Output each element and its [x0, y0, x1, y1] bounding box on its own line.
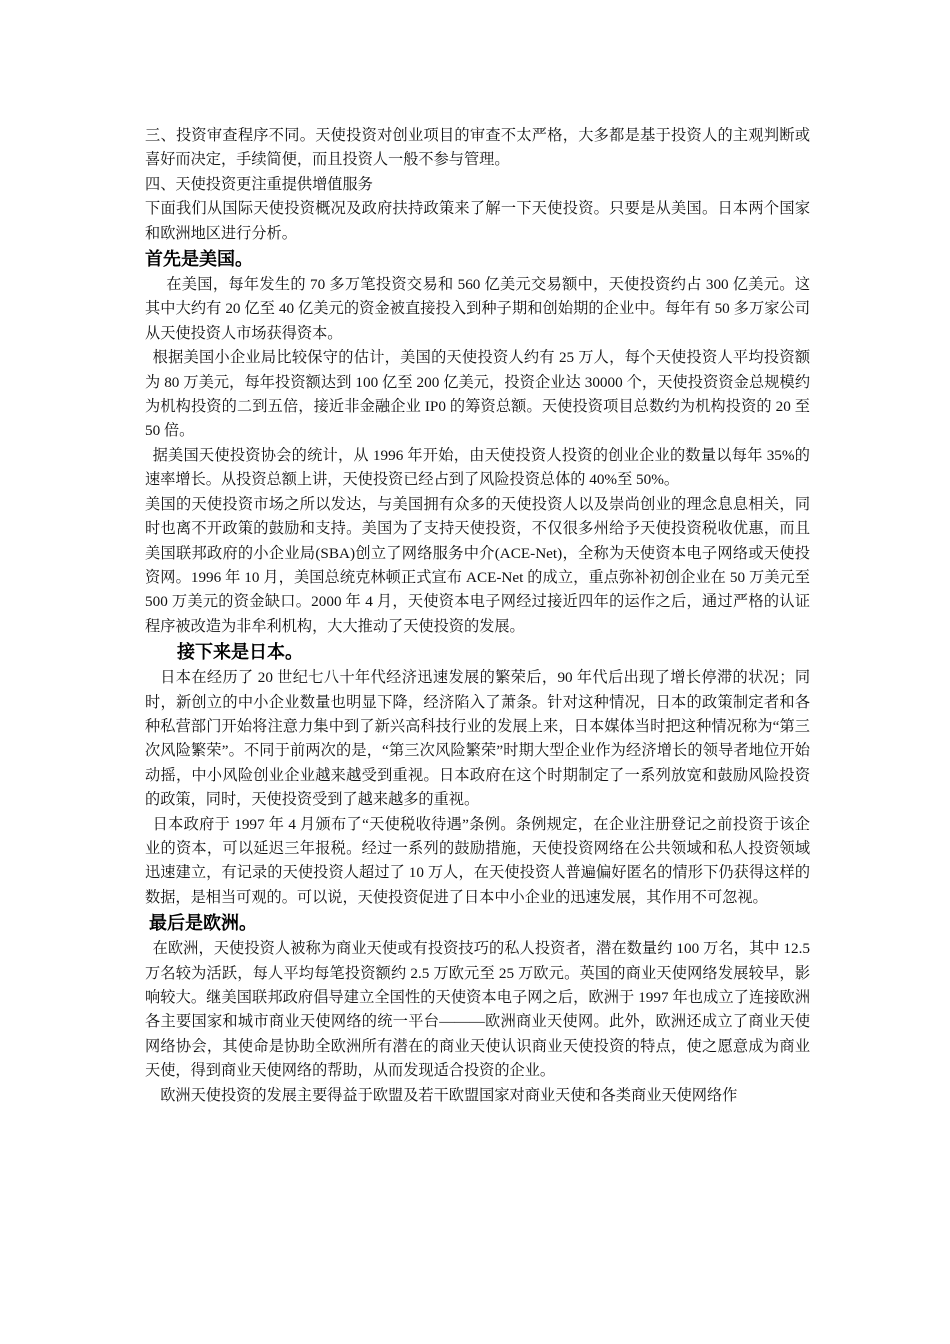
paragraph-review-process: 三、投资审查程序不同。天使投资对创业项目的审查不太严格，大多都是基于投资人的主观判断或喜好而决定，手续简便，而且投资人一般不参与管理。 — [145, 127, 810, 169]
document-body — [145, 124, 810, 1108]
paragraph-us-growth: 据美国天使投资协会的统计，从 1996 年开始，由天使投资人投资的创业企业的数量以每年 35%的速率增长。从投资总额上讲，天使投资已经占到了风险投资总体的 40%至 50%。 — [145, 446, 810, 489]
heading-japan: 接下来是日本。 — [177, 642, 303, 664]
heading-europe: 最后是欧洲。 — [149, 913, 257, 935]
paragraph-europe-development: 欧洲天使投资的发展主要得益于欧盟及若干欧盟国家对商业天使和各类商业天使网络作 — [160, 1086, 738, 1104]
paragraph-japan-tax: 日本政府于 1997 年 4 月颁布了“天使税收待遇”条例。条例规定，在企业注册登记之前投资于该企业的资本，可以延迟三年报税。经过一系列的鼓励措施，天使投资网络在公共领域和私人投资领域迅速建立，有记录的天使投资人超过了 10 万人，在天使投资人普遍偏好匿名的情形下仍获得这样的数据，是相当可观的。可以说，天使投资促进了日本中小企业的迅速发展，其作用不可忽视。 — [145, 815, 810, 906]
heading-united-states: 首先是美国。 — [145, 249, 253, 271]
paragraph-value-added: 四、天使投资更注重提供增值服务 — [145, 175, 373, 193]
paragraph-us-deals: 在美国，每年发生的 70 多万笔投资交易和 560 亿美元交易额中，天使投资约占 300 亿美元。这其中大约有 20 亿至 40 亿美元的资金被直接投入到种子期和创始期的企业中。每年有 50 多万家公司从天使投资人市场获得资本。 — [145, 276, 810, 342]
paragraph-europe-angels: 在欧洲，天使投资人被称为商业天使或有投资技巧的私人投资者，潜在数量约 100 万名，其中 12.5 万名较为活跃，每人平均每笔投资额约 2.5 万欧元至 25 万欧元。英国的商业天使网络发展较早，影响较大。继美国联邦政府倡导建立全国性的天使资本电子网之后，欧洲于 1997 年也成立了连接欧洲各主要国家和城市商业天使网络的统一平台———欧洲商业天使网。此外，欧洲还成立了商业天使网络协会，其使命是协助全欧洲所有潜在的商业天使认识商业天使投资的特点，使之愿意成为商业天使，得到商业天使网络的帮助，从而发现适合投资的企业。 — [145, 940, 810, 1080]
paragraph-us-estimate: 根据美国小企业局比较保守的估计，美国的天使投资人约有 25 万人，每个天使投资人平均投资额为 80 万美元，每年投资额达到 100 亿至 200 亿美元，投资企业达 30000 个，天使投资资金总规模约为机构投资的二到五倍，接近非金融企业 IP0 的筹资总额。天使投资项目总数约为机构投资的 20 至 50 倍。 — [145, 349, 810, 440]
paragraph-overview: 下面我们从国际天使投资概况及政府扶持政策来了解一下天使投资。只要是从美国。日本两个国家和欧洲地区进行分析。 — [145, 200, 810, 242]
paragraph-us-policy: 美国的天使投资市场之所以发达，与美国拥有众多的天使投资人以及崇尚创业的理念息息相关，同时也离不开政策的鼓励和支持。美国为了支持天使投资，不仅很多州给予天使投资税收优惠，而且美国联邦政府的小企业局(SBA)创立了网络服务中介(ACE-Net)，全称为天使资本电子网络或天使投资网。1996 年 10 月，美国总统克林顿正式宣布 ACE-Net 的成立，重点弥补初创企业在 50 万美元至 500 万美元的资金缺口。2000 年 4 月，天使资本电子网经过接近四年的运作之后，通过严格的认证程序被改造为非牟利机构，大大推动了天使投资的发展。 — [145, 495, 810, 635]
paragraph-japan-history: 日本在经历了 20 世纪七八十年代经济迅速发展的繁荣后，90 年代后出现了增长停滞的状况；同时，新创立的中小企业数量也明显下降，经济陷入了萧条。针对这种情况，日本的政策制定者和各种私营部门开始将注意力集中到了新兴高科技行业的发展上来，日本媒体当时把这种情况称为“第三次风险繁荣”。不同于前两次的是，“第三次风险繁荣”时期大型企业作为经济增长的领导者地位开始动摇，中小风险创业企业越来越受到重视。日本政府在这个时期制定了一系列放宽和鼓励风险投资的政策，同时，天使投资受到了越来越多的重视。 — [145, 669, 810, 809]
